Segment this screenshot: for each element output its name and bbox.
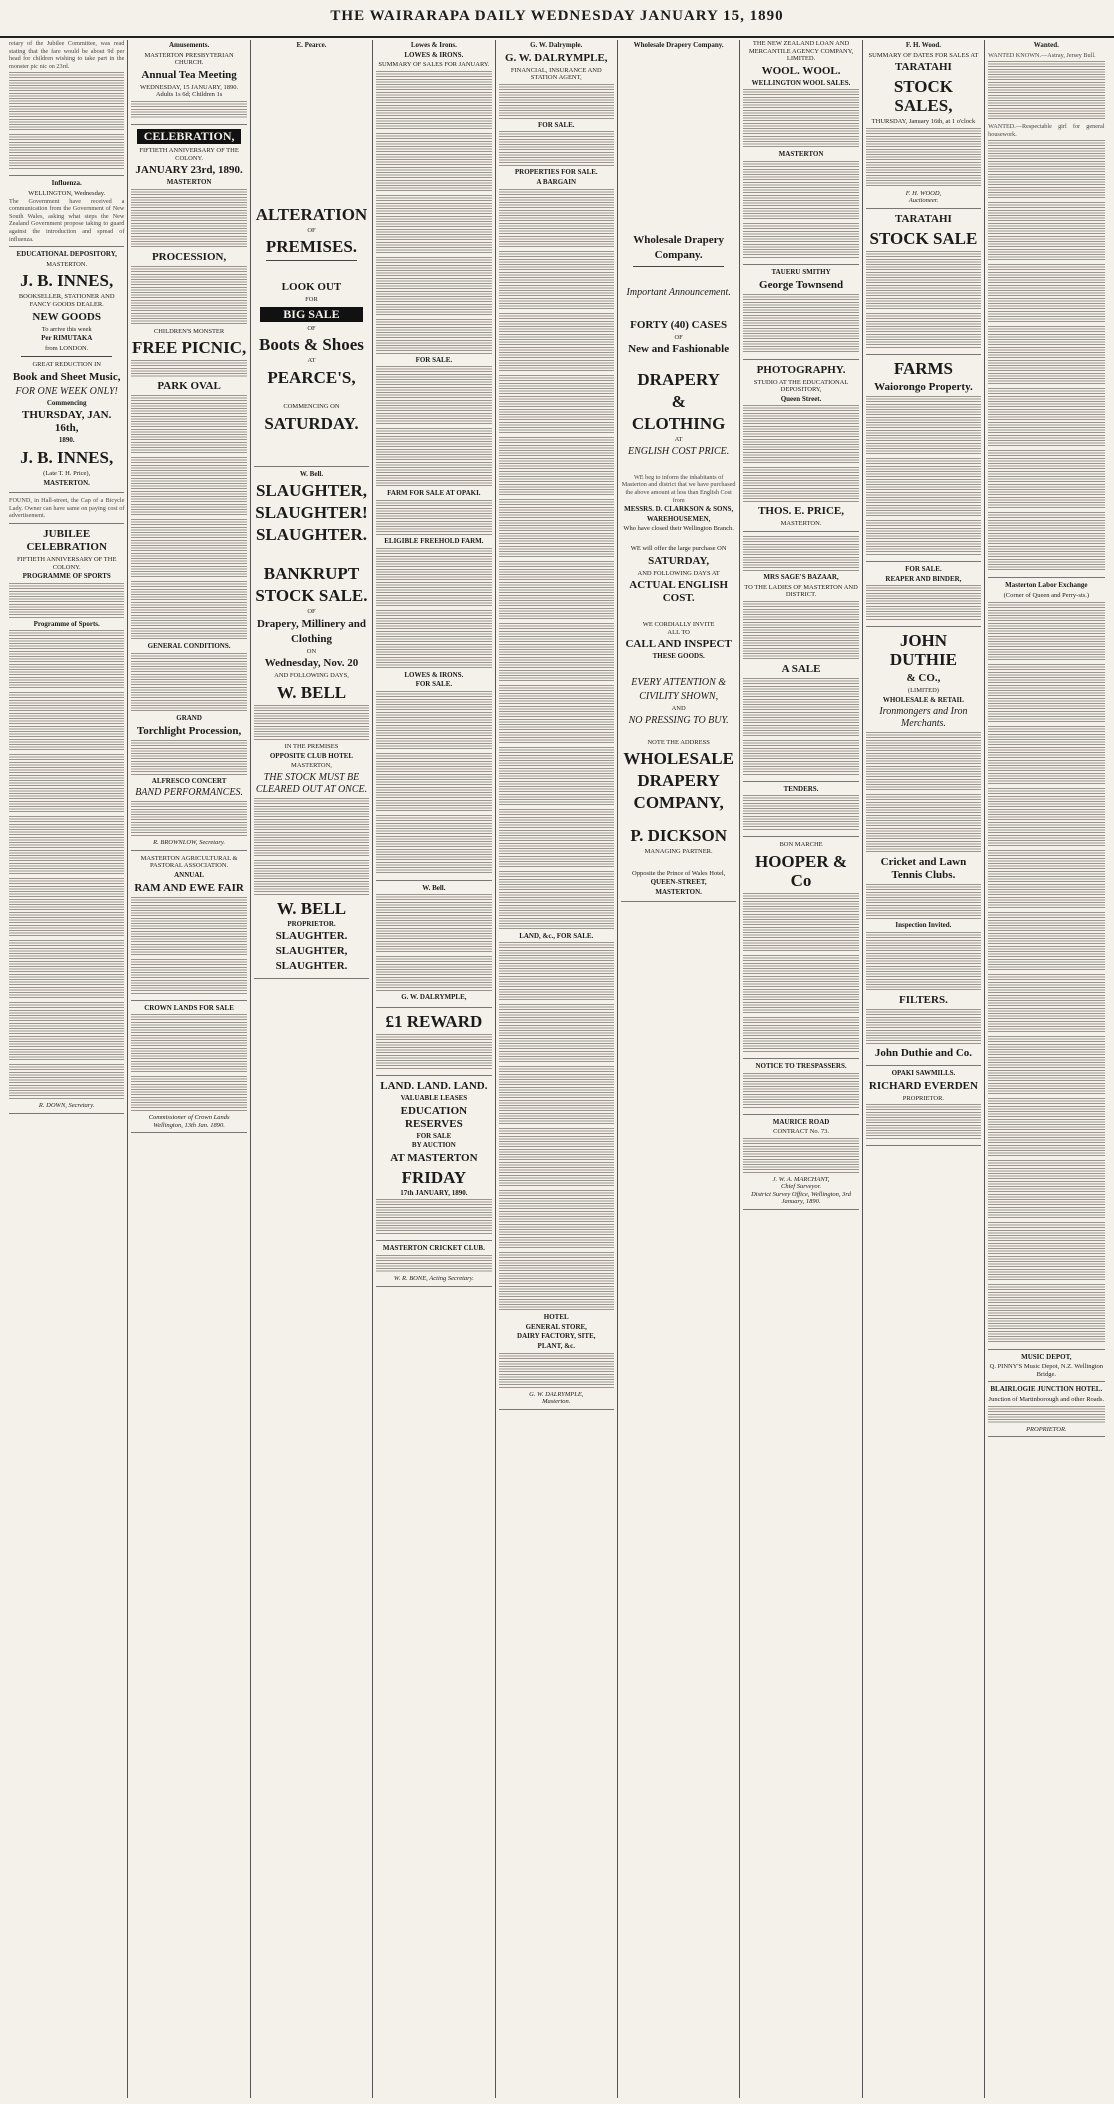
found-notice: FOUND, in Hall-street, the Cap of a Bicycle Lady. Owner can have same on paying cost of advertisement. — [9, 497, 124, 524]
page-columns — [6, 40, 1108, 2098]
committee-article: retary of the Jubilee Committee, was read stating that the fare would be about 9d per head for children wishing to take part in the monster pic nic on 23rd. — [9, 40, 124, 176]
column-5 — [496, 40, 618, 2098]
education-reserves-ad: LAND. LAND. LAND. VALUABLE LEASES EDUCATION RESERVES FOR SALE BY AUCTION AT MASTERTON FRIDAY 17th JANUARY, 1890. — [376, 1080, 491, 1241]
bell-heading: W. Bell. — [299, 469, 324, 478]
hooper-ad: BON MARCHE HOOPER & Co — [743, 841, 858, 1059]
column-6 — [618, 40, 740, 2098]
dalrymple-heading: G. W. Dalrymple. — [530, 41, 583, 49]
reaper-binder-ad: FOR SALE. REAPER AND BINDER, — [866, 566, 981, 627]
music-depot-ad: MUSIC DEPOT, Q. PINNY'S Music Depot, N.Z. Wellington Bridge. — [988, 1354, 1104, 1383]
taratahi-stock-sale-2: TARATAHI STOCK SALE — [866, 213, 981, 355]
wood-heading: F. H. Wood. — [905, 41, 942, 49]
lowes-irons-ad: LOWES & IRONS. SUMMARY OF SALES FOR JANUARY. FOR SALE. FARM FOR SALE AT OPAKI. ELIGIBLE FREEHOLD FARM. LOWES & IRONS. FOR SALE. — [376, 52, 491, 881]
photography-ad: PHOTOGRAPHY. STUDIO AT THE EDUCATIONAL DEPOSITORY, Queen Street. THOS. E. PRICE, MASTERTON. — [743, 364, 858, 532]
opaki-sawmills-ad: OPAKI SAWMILLS. RICHARD EVERDEN PROPRIETOR. — [866, 1070, 981, 1146]
pearce-heading: E. Pearce. — [296, 41, 327, 49]
innes-ad: EDUCATIONAL DEPOSITORY, MASTERTON. J. B. INNES, BOOKSELLER, STATIONER AND FANCY GOODS DEALER. NEW GOODS To arrive this week Per RIMUTAKA from LONDON. GREAT REDUCTION IN Book and Sheet Music, FOR ONE WEEK ONLY! Commencing THURSDAY, JAN. 16th, 1890. J. B. INNES, (Late T. H. Price), MASTERTON. — [9, 251, 124, 493]
column-1 — [6, 40, 128, 2098]
wholesale-drapery-ad: Wholesale Drapery Company. Important Announcement. FORTY (40) CASES OF New and Fashionable DRAPERY & CLOTHING AT ENGLISH COST PRICE. WE beg to inform the inhabitants of Masterton and district that we have purchased the above amount at less than English Cost from MESSRS. D. CLARKSON & SONS, WAREHOUSEMEN, Who have closed their Wellington Branch. WE will offer the large purchase ON SATURDAY, AND FOLLOWING DAYS AT ACTUAL ENGLISH COST. WE CORDIALLY INVITE ALL TO CALL AND INSPECT THESE GOODS. EVERY ATTENTION & CIVILITY SHOWN, AND NO PRESSING TO BUY. NOTE THE ADDRESS WHOLESALE DRAPERY COMPANY, P. DICKSON MANAGING PARTNER. Opposite the Prince of Wales Hotel, QUEEN-STREET, MASTERTON. — [621, 52, 736, 903]
wanted-ads: WANTED KNOWN.—Astray, Jersey Bull. WANTED.—Respectable girl for general housework. — [988, 52, 1104, 579]
maurice-road-tender: MAURICE ROAD CONTRACT No. 73. J. W. A. MARCHANT, Chief Surveyor. District Survey Office, Wellington, 3rd January, 1890. — [743, 1119, 858, 1211]
duthie-ad: JOHN DUTHIE & CO., (LIMITED) WHOLESALE & RETAIL Ironmongers and Iron Merchants. Cricket and Lawn Tennis Clubs. Inspection Invited. FILTERS. John Duthie and Co. — [866, 631, 981, 1066]
amusements-heading: Amusements. — [168, 41, 210, 49]
loan-mercantile-ad: THE NEW ZEALAND LOAN AND MERCANTILE AGENCY COMPANY, LIMITED. WOOL. WOOL. WELLINGTON WOOL SALES. MASTERTON — [743, 40, 858, 265]
jubilee-sports-ad: JUBILEE CELEBRATION FIFTIETH ANNIVERSARY OF THE COLONY. PROGRAMME OF SPORTS Programme of Sports. R. DOWN, Secretary. — [9, 528, 124, 1114]
dalrymple-ad: G. W. DALRYMPLE, FINANCIAL, INSURANCE AND STATION AGENT, FOR SALE. PROPERTIES FOR SALE. A BARGAIN LAND, &c., FOR SALE. HOTEL GENERAL STORE, DAIRY FACTORY, SITE, PLANT, &c. G. W. DALRYMPLE, Masterton. — [499, 52, 614, 1410]
ram-fair-ad: MASTERTON AGRICULTURAL & PASTORAL ASSOCIATION. ANNUAL RAM AND EWE FAIR — [131, 855, 246, 1001]
column-4 — [373, 40, 495, 2098]
cricket-club-notice: MASTERTON CRICKET CLUB. W. R. BONE, Acting Secretary. — [376, 1245, 491, 1286]
reward-notice: £1 REWARD — [376, 1012, 491, 1076]
taueru-smithy-ad: TAUERU SMITHY George Townsend — [743, 269, 858, 360]
wdc-heading: Wholesale Drapery Company. — [633, 41, 724, 49]
bell-slaughter-ad: SLAUGHTER, SLAUGHTER! SLAUGHTER. BANKRUPT STOCK SALE. OF Drapery, Millinery and Clothing ON Wednesday, Nov. 20 AND FOLLOWING DAYS, W. BELL IN THE PREMISES OPPOSITE CLUB HOTEL MASTERTON, THE STOCK MUST BE CLEARED OUT AT ONCE. W. BELL PROPRIETOR. SLAUGHTER. SLAUGHTER, SLAUGHTER. — [254, 481, 369, 979]
bell-heading-2: W. Bell. — [422, 883, 446, 892]
labour-exchange: Masterton Labor Exchange (Corner of Queen and Perry-sts.) — [988, 582, 1104, 1349]
crown-lands-ad: CROWN LANDS FOR SALE Commissioner of Crown Lands Wellington, 13th Jan. 1890. — [131, 1005, 246, 1134]
tea-meeting-ad: MASTERTON PRESBYTERIAN CHURCH. Annual Tea Meeting WEDNESDAY, 15 JANUARY, 1890. Adults 1s 6d; Children 1s — [131, 52, 246, 125]
column-8 — [863, 40, 985, 2098]
influenza-article: Influenza. WELLINGTON, Wednesday. The Government have received a communication from the Government of New South Wales, asking what steps the New Zealand Government propose taking to guard against the introduction and spread of influenza. — [9, 180, 124, 247]
mrs-sage-ad: MRS SAGE'S BAZAAR, TO THE LADIES OF MASTERTON AND DISTRICT. A SALE — [743, 536, 858, 782]
wanted-heading: Wanted. — [1033, 41, 1059, 49]
jubilee-celebration-ad: CELEBRATION, FIFTIETH ANNIVERSARY OF THE COLONY. JANUARY 23rd, 1890. MASTERTON PROCESSION, CHILDREN'S MONSTER FREE PICNIC, PARK OVAL GENERAL CONDITIONS. GRAND Torchlight Procession, ALFRESCO CONCERT BAND PERFORMANCES. R. BROWNLOW, Secretary. — [131, 129, 246, 851]
newspaper-title: THE WAIRARAPA DAILY WEDNESDAY JANUARY 15, 1890 — [330, 8, 784, 24]
tenders-notice: TENDERS. — [743, 786, 858, 838]
column-9 — [985, 40, 1107, 2098]
taratahi-stock-sales-ad: SUMMARY OF DATES FOR SALES AT TARATAHI STOCK SALES, THURSDAY, January 16th, at 1 o'clock F. H. WOOD, Auctioneer. — [866, 52, 981, 209]
pearce-ad: ALTERATION OF PREMISES. LOOK OUT FOR BIG SALE OF Boots & Shoes AT PEARCE'S, COMMENCING ON SATURDAY. — [254, 52, 369, 467]
masthead — [0, 0, 1114, 38]
column-7 — [740, 40, 862, 2098]
column-3 — [251, 40, 373, 2098]
farms-ad: FARMS Waiorongo Property. — [866, 359, 981, 562]
column-2 — [128, 40, 250, 2098]
blairlogie-hotel-ad: BLAIRLOGIE JUNCTION HOTEL. Junction of Martinborough and other Roads. PROPRIETOR. — [988, 1386, 1104, 1437]
trespass-notice: NOTICE TO TRESPASSERS. — [743, 1063, 858, 1115]
lowes-heading: Lowes & Irons. — [410, 41, 457, 49]
dalrymple-notice: G. W. DALRYMPLE, — [376, 894, 491, 1008]
